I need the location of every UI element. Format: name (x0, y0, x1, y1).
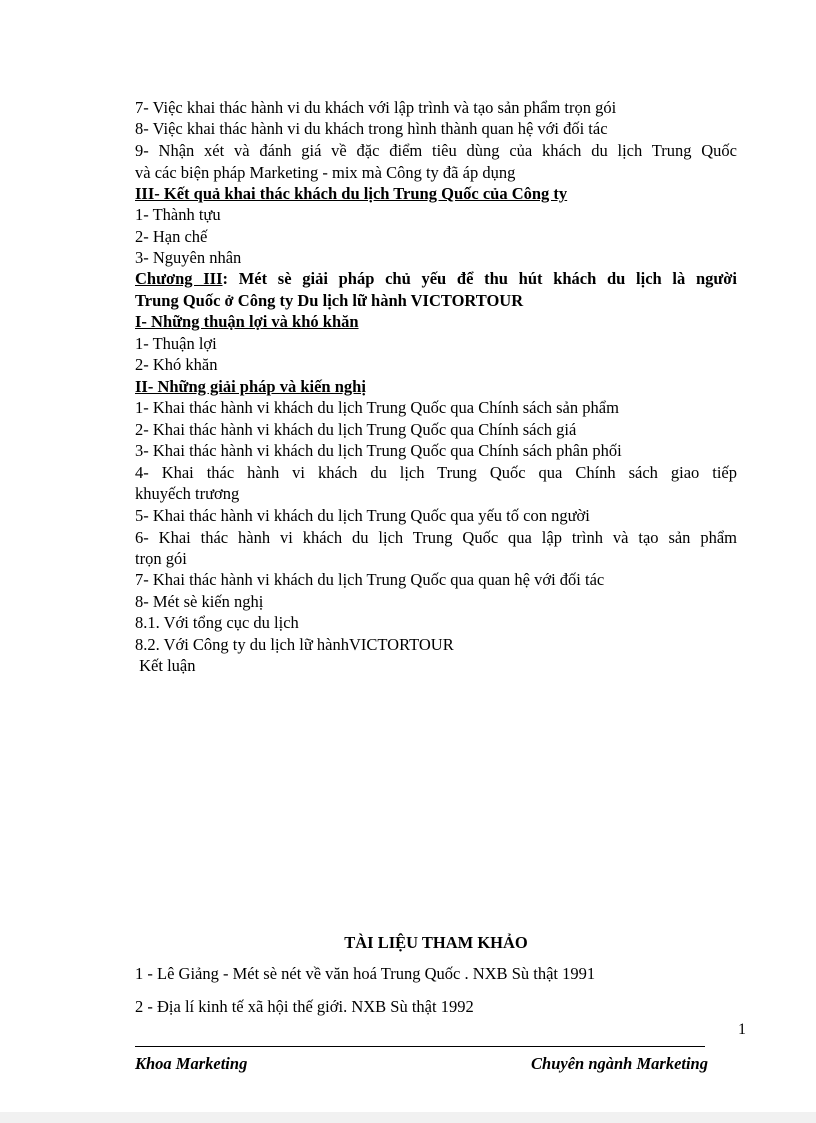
toc-line: 3- Nguyên nhân (135, 248, 242, 267)
toc-line: 1- Khai thác hành vi khách du lịch Trung Quốc qua Chính sách sản phẩm (135, 398, 619, 417)
chapter-label: Chương III (135, 269, 223, 288)
toc-line: 8.2. Với Công ty du lịch lữ hànhVICTORTOUR (135, 635, 454, 654)
toc-line: trọn gói (135, 549, 187, 568)
section-heading-text: II- Những giải pháp và kiến nghị (135, 377, 366, 396)
footer-left: Khoa Marketing (135, 1054, 248, 1073)
toc-line: 9- Nhận xét và đánh giá về đặc điểm tiêu dùng của khách du lịch Trung Quốc (135, 141, 737, 160)
section-heading (135, 183, 737, 204)
section-heading-text: I- Những thuận lợi và khó khăn (135, 312, 359, 331)
page-number: 1 (738, 1021, 746, 1038)
chapter-heading-cont: Trung Quốc ở Công ty Du lịch lữ hành VICTORTOUR (135, 291, 524, 310)
reference-item: 1 - Lê Giảng - Mét sè nét về văn hoá Trung Quốc . NXB Sù thật 1991 (135, 964, 596, 983)
toc-line: 8.1. Với tổng cục du lịch (135, 613, 299, 632)
toc-line: 2- Khó khăn (135, 355, 218, 374)
toc-line: khuyếch trương (135, 484, 240, 503)
references-title: TÀI LIỆU THAM KHẢO (344, 933, 528, 952)
toc-line: 1- Thuận lợi (135, 334, 217, 353)
toc-line: 7- Khai thác hành vi khách du lịch Trung Quốc qua quan hệ với đối tác (135, 570, 605, 589)
toc-line: 6- Khai thác hành vi khách du lịch Trung Quốc qua lập trình và tạo sản phẩm (135, 528, 737, 547)
toc-line: 4- Khai thác hành vi khách du lịch Trung Quốc qua Chính sách giao tiếp (135, 463, 737, 482)
toc-line: 8- Mét sè kiến nghị (135, 592, 264, 611)
reference-item: 2 - Địa lí kinh tế xã hội thế giới. NXB Sù thật 1992 (135, 997, 474, 1016)
page-bottom-band (0, 1112, 816, 1123)
toc-line: 3- Khai thác hành vi khách du lịch Trung Quốc qua Chính sách phân phối (135, 441, 622, 460)
toc-line: 2- Hạn chế (135, 227, 208, 246)
footer-right: Chuyên ngành Marketing (531, 1054, 708, 1073)
toc-line: và các biện pháp Marketing - mix mà Công ty đã áp dụng (135, 163, 516, 182)
toc-line: 8- Việc khai thác hành vi du khách trong hình thành quan hệ với đối tác (135, 119, 608, 138)
section-heading (135, 311, 737, 332)
toc-line: Kết luận (135, 656, 196, 675)
section-heading (135, 376, 737, 397)
footer-divider (135, 1046, 705, 1047)
toc-line: 1- Thành tựu (135, 205, 221, 224)
section-heading-text: III- Kết quả khai thác khách du lịch Trung Quốc của Công ty (135, 184, 568, 203)
toc-line: 7- Việc khai thác hành vi du khách với lập trình và tạo sản phẩm trọn gói (135, 98, 617, 117)
toc-line: 5- Khai thác hành vi khách du lịch Trung Quốc qua yếu tố con người (135, 506, 590, 525)
chapter-title: : Mét sè giải pháp chủ yếu để thu hút khách du lịch là người (222, 269, 737, 288)
toc-line: 2- Khai thác hành vi khách du lịch Trung Quốc qua Chính sách giá (135, 420, 577, 439)
chapter-heading (135, 268, 737, 289)
